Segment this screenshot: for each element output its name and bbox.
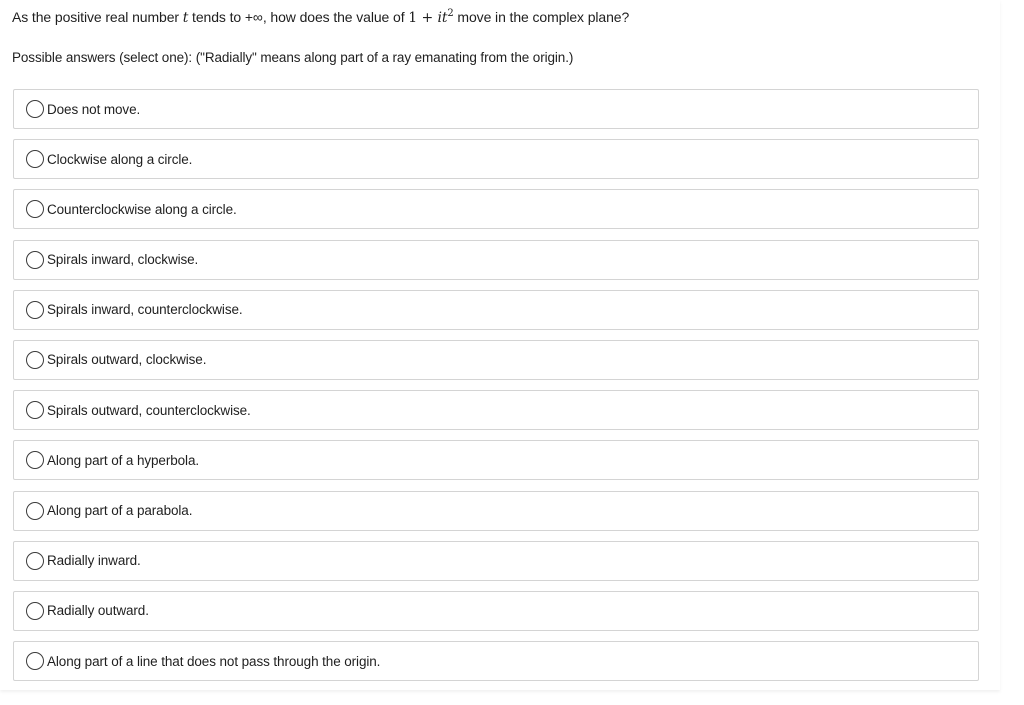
radio-button-icon[interactable] — [26, 602, 44, 620]
question-variable: t — [182, 10, 189, 26]
answer-option-label: Spirals outward, clockwise. — [47, 352, 207, 368]
radio-button-icon[interactable] — [26, 251, 44, 269]
answer-option-parabola[interactable] — [13, 491, 979, 531]
answer-option-spirals-inward-clockwise[interactable] — [13, 240, 979, 280]
question-expression: $1 + it^2$ — [408, 8, 454, 26]
answer-option-label: Spirals outward, counterclockwise. — [47, 402, 251, 418]
question-prefix: As the positive real number — [12, 9, 183, 25]
answer-option-clockwise-circle[interactable] — [13, 139, 979, 179]
answer-option-spirals-outward-clockwise[interactable] — [13, 340, 979, 380]
answer-option-label: Counterclockwise along a circle. — [47, 201, 237, 217]
answer-options — [13, 89, 979, 691]
answer-option-does-not-move[interactable] — [13, 89, 979, 129]
answer-option-label: Along part of a parabola. — [47, 503, 193, 518]
answer-option-radially-inward[interactable] — [13, 541, 979, 581]
radio-button-icon[interactable] — [26, 652, 44, 670]
radio-button-icon[interactable] — [26, 301, 44, 319]
radio-button-icon[interactable] — [26, 401, 44, 419]
radio-button-icon[interactable] — [26, 502, 44, 520]
radio-button-icon[interactable] — [26, 552, 44, 570]
radio-button-icon[interactable] — [26, 200, 44, 218]
answer-option-spirals-inward-counterclockwise[interactable] — [13, 290, 979, 330]
answer-option-label: Spirals inward, counterclockwise. — [47, 302, 243, 318]
radio-button-icon[interactable] — [26, 100, 44, 118]
question-suffix: move in the complex plane? — [453, 9, 630, 25]
answer-option-label: Along part of a line that does not pass through the origin. — [47, 653, 381, 669]
answer-instructions: Possible answers (select one): ("Radially" means along part of a ray emanating from the origin.) — [12, 50, 574, 65]
answer-option-label: Clockwise along a circle. — [47, 151, 193, 167]
radio-button-icon[interactable] — [26, 351, 44, 369]
answer-option-radially-outward[interactable] — [13, 591, 979, 631]
question-middle: tends to +∞, how does the value of — [188, 9, 409, 25]
answer-option-label: Along part of a hyperbola. — [47, 452, 200, 468]
answer-option-label: Spirals inward, clockwise. — [47, 252, 199, 268]
answer-option-line-not-through-origin[interactable] — [13, 641, 979, 681]
answer-option-hyperbola[interactable] — [13, 440, 979, 480]
answer-option-counterclockwise-circle[interactable] — [13, 189, 979, 229]
radio-button-icon[interactable] — [26, 451, 44, 469]
question-text — [12, 9, 629, 26]
answer-option-label: Radially outward. — [47, 603, 149, 619]
answer-option-label: Does not move. — [47, 101, 141, 117]
answer-option-spirals-outward-counterclockwise[interactable] — [13, 390, 979, 430]
radio-button-icon[interactable] — [26, 150, 44, 168]
answer-option-label: Radially inward. — [47, 553, 141, 569]
